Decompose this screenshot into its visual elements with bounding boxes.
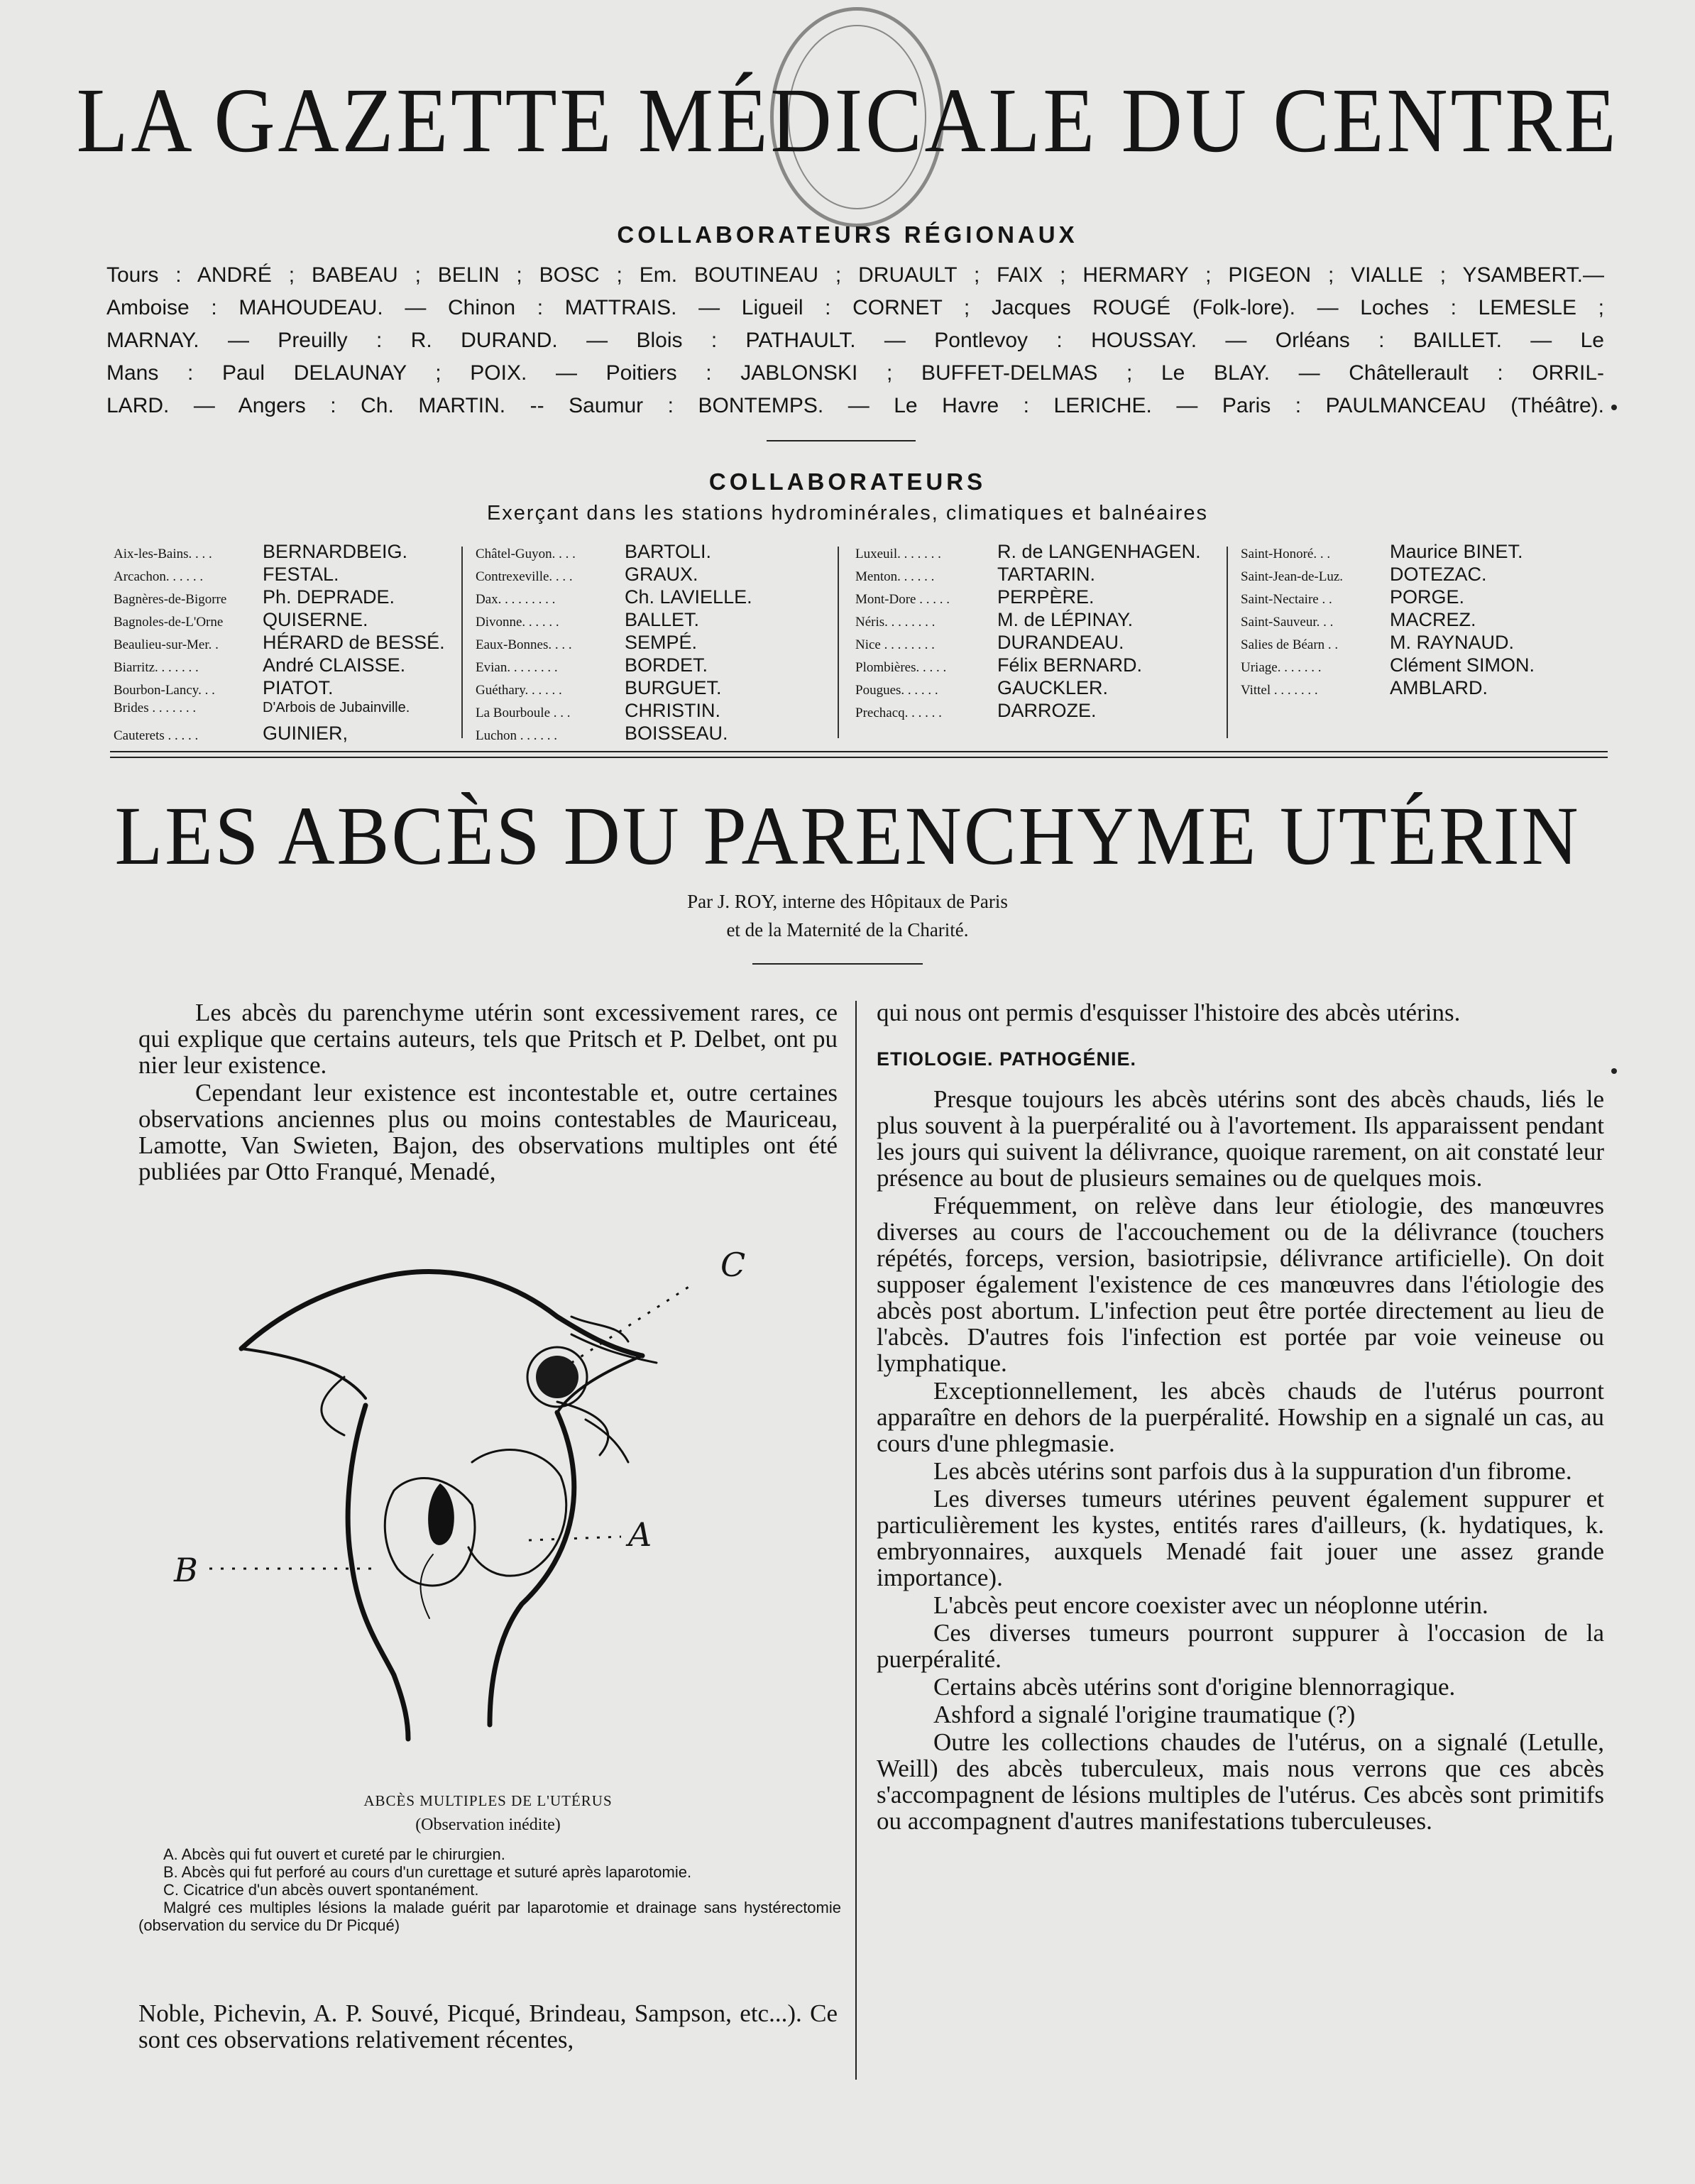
station-row (1241, 564, 1610, 586)
station-town: Châtel-Guyon. . . . (476, 547, 576, 561)
left-column-continuation (138, 2000, 838, 2053)
byline: Par J. ROY, interne des Hôpitaux de Paris (687, 891, 1008, 912)
station-doctor: BORDET. (625, 654, 708, 676)
station-doctor: BOISSEAU. (625, 723, 728, 744)
station-row (1241, 586, 1610, 609)
regional-line: Amboise : MAHOUDEAU. — Chinon : MATTRAIS. — Ligueil : CORNET ; Jacques ROUGÉ (Folk-lore). — Loches : LEMESLE ; (106, 296, 1604, 319)
station-doctor: TARTARIN. (997, 564, 1096, 585)
station-row (855, 564, 1224, 586)
stations-subheading: Exerçant dans les stations hydrominérales, climatiques et balnéaires (486, 502, 1209, 525)
station-doctor: SEMPÉ. (625, 632, 698, 653)
station-row (114, 654, 461, 677)
paragraph: Les abcès du parenchyme utérin sont excessivement rares, ce qui explique que certains auteurs, tels que Pritsch et P. Delbet, ont pu nier leur existence. (138, 999, 838, 1079)
column-separator (838, 547, 839, 738)
station-doctor: M. RAYNAUD. (1390, 632, 1515, 653)
uterus-drawing (174, 1246, 763, 1782)
right-paragraphs (877, 1086, 1604, 1834)
station-town: Saint-Honoré. . . (1241, 547, 1331, 561)
station-town: Luchon . . . . . . (476, 728, 558, 743)
paragraph: Ashford a signalé l'origine traumatique (?) (933, 1701, 1356, 1728)
stations-column (1241, 541, 1610, 700)
station-doctor: Clément SIMON. (1390, 654, 1535, 676)
station-town: Nice . . . . . . . . (855, 637, 935, 652)
divider (767, 440, 916, 441)
station-town: La Bourboule . . . (476, 706, 571, 720)
column-separator (461, 547, 463, 738)
station-row (476, 541, 830, 564)
station-doctor: R. de LANGENHAGEN. (997, 541, 1201, 562)
station-doctor: Maurice BINET. (1390, 541, 1523, 562)
station-row (855, 541, 1224, 564)
station-row (476, 654, 830, 677)
regional-line: MARNAY. — Preuilly : R. DURAND. — Blois : PATHAULT. — Pontlevoy : HOUSSAY. — Orléans : BAILLET. — Le (106, 329, 1604, 352)
section-title: ETIOLOGIE. PATHOGÉNIE. (877, 1048, 1137, 1070)
figure-legend (138, 1845, 841, 1934)
station-doctor: DOTEZAC. (1390, 564, 1487, 585)
regional-heading: COLLABORATEURS RÉGIONAUX (617, 221, 1078, 248)
station-town: Brides . . . . . . . (114, 701, 197, 715)
figure-caption-subtitle: (Observation inédite) (415, 1816, 561, 1834)
paragraph: Noble, Pichevin, A. P. Souvé, Picqué, Brindeau, Sampson, etc...). Ce sont ces observations relativement récentes, (138, 1999, 838, 2053)
paragraph: Exceptionnellement, les abcès chauds de l'utérus pourront apparaître en dehors de la puerpéralité. Howship en a signalé un cas, au cours d'une phlegmasie. (877, 1377, 1604, 1457)
journal-title: LA GAZETTE MÉDICALE DU CENTRE (76, 70, 1619, 172)
station-town: Guéthary. . . . . . (476, 683, 562, 698)
paragraph: Les diverses tumeurs utérines peuvent également suppurer et particulièrement les kystes, entités rares d'ailleurs, (k. hydatiques, k. embryonnaires, auxquels Menadé fait jouer une assez grande importance). (877, 1485, 1604, 1591)
station-doctor: AMBLARD. (1390, 677, 1488, 698)
station-row (476, 677, 830, 700)
paragraph: Les abcès utérins sont parfois dus à la suppuration d'un fibrome. (933, 1457, 1572, 1485)
station-doctor: CHRISTIN. (625, 700, 720, 721)
regional-line: Mans : Paul DELAUNAY ; POIX. — Poitiers : JABLONSKI ; BUFFET-DELMAS ; Le BLAY. — Châtellerault : ORRIL- (106, 361, 1604, 385)
ink-dot (1611, 405, 1617, 410)
paragraph: Cependant leur existence est incontestable et, outre certaines observations anciennes plus ou moins contestables de Mauriceau, Lamotte, Van Swieten, Bajon, des observations multiples ont été publiées par Otto Franqué, Menadé, (138, 1079, 838, 1185)
paragraph: Fréquemment, on relève dans leur étiologie, des manœuvres diverses au cours de l'accouchement ou de la délivrance (touchers répétés, forceps, version, basiotripsie, délivrance artificielle). On doit supposer également l'existence de ces manœuvres dans l'étiologie des abcès post abortum. L'infection peut être portée directement au lieu de l'abcès. D'autres fois l'infection est portée par voie veineuse ou lymphatique. (877, 1192, 1604, 1377)
station-row (1241, 609, 1610, 632)
byline: et de la Maternité de la Charité. (726, 919, 969, 940)
station-doctor: BARTOLI. (625, 541, 712, 562)
station-row (114, 586, 461, 609)
paragraph: L'abcès peut encore coexister avec un néoplonne utérin. (933, 1591, 1488, 1619)
station-town: Mont-Dore . . . . . (855, 592, 950, 607)
station-town: Uriage. . . . . . . (1241, 660, 1322, 675)
station-doctor: BERNARDBEIG. (263, 541, 408, 562)
station-town: Saint-Sauveur. . . (1241, 615, 1334, 630)
left-column-text (138, 999, 838, 1185)
station-doctor: GRAUX. (625, 564, 698, 585)
double-rule (110, 757, 1608, 758)
station-doctor: Ch. LAVIELLE. (625, 586, 752, 608)
station-row (114, 541, 461, 564)
station-doctor: DURANDEAU. (997, 632, 1124, 653)
station-doctor: GAUCKLER. (997, 677, 1109, 698)
regional-line: LARD. — Angers : Ch. MARTIN. -- Saumur : BONTEMPS. — Le Havre : LERICHE. — Paris : PAULMANCEAU (Théâtre). (106, 394, 1604, 417)
station-row (855, 586, 1224, 609)
right-column-text (877, 999, 1604, 1834)
station-doctor: PERPÈRE. (997, 586, 1095, 608)
paragraph: Outre les collections chaudes de l'utérus, on a signalé (Letulle, Weill) des abcès tuberculeux, mais nous verrons que ces abcès s'accompagnent de lésions multiples de l'utérus. Ces abcès sont primitifs ou accompagnent d'autres manifestations tuberculeuses. (877, 1728, 1604, 1835)
station-row (114, 564, 461, 586)
station-row (855, 609, 1224, 632)
station-town: Prechacq. . . . . . (855, 706, 942, 720)
station-row (1241, 677, 1610, 700)
station-town: Menton. . . . . . (855, 569, 935, 584)
station-town: Saint-Nectaire . . (1241, 592, 1332, 607)
divider (752, 963, 923, 965)
station-town: Luxeuil. . . . . . . (855, 547, 941, 561)
station-doctor: GUINIER, (263, 723, 349, 744)
station-row (1241, 632, 1610, 654)
station-row (476, 564, 830, 586)
figure-label-b: B (174, 1551, 198, 1589)
station-town: Biarritz. . . . . . . (114, 660, 199, 675)
stations-column (114, 541, 461, 745)
legend-item: A. Abcès qui fut ouvert et cureté par le chirurgien. (163, 1845, 505, 1863)
station-town: Beaulieu-sur-Mer. . (114, 637, 219, 652)
figure-label-c: C (720, 1246, 746, 1284)
station-row (114, 677, 461, 700)
station-town: Aix-les-Bains. . . . (114, 547, 212, 561)
station-doctor: BURGUET. (625, 677, 722, 698)
station-row (476, 586, 830, 609)
station-row (1241, 541, 1610, 564)
station-row (476, 632, 830, 654)
figure-label-a: A (628, 1515, 652, 1554)
station-doctor: André CLAISSE. (263, 654, 406, 676)
legend-item: C. Cicatrice d'un abcès ouvert spontanément. (163, 1881, 479, 1899)
station-doctor: FESTAL. (263, 564, 339, 585)
station-town: Néris. . . . . . . . (855, 615, 936, 630)
column-rule (855, 1001, 857, 2080)
stations-heading: COLLABORATEURS (708, 468, 987, 495)
station-town: Plombières. . . . . (855, 660, 947, 675)
station-town: Arcachon. . . . . . (114, 569, 204, 584)
station-town: Eaux-Bonnes. . . . (476, 637, 572, 652)
article-title: LES ABCÈS DU PARENCHYME UTÉRIN (114, 789, 1581, 882)
station-doctor: Félix BERNARD. (997, 654, 1143, 676)
station-doctor: HÉRARD de BESSÉ. (263, 632, 445, 653)
station-town: Salies de Béarn . . (1241, 637, 1339, 652)
station-doctor: BALLET. (625, 609, 700, 630)
figure-caption-title: ABCÈS MULTIPLES DE L'UTÉRUS (363, 1792, 613, 1809)
station-row (1241, 654, 1610, 677)
station-row (855, 654, 1224, 677)
station-town: Divonne. . . . . . (476, 615, 559, 630)
station-doctor: QUISERNE. (263, 609, 368, 630)
station-row (855, 677, 1224, 700)
paragraph: Presque toujours les abcès utérins sont des abcès chauds, liés le plus souvent à la puerpéralité ou à l'avortement. Ils apparaissent pendant les jours qui suivent la délivrance, quoique rarement, on ait constaté leur présence au bout de plusieurs semaines ou de quelques mois. (877, 1085, 1604, 1192)
ink-dot (1611, 1068, 1617, 1074)
station-doctor: M. de LÉPINAY. (997, 609, 1134, 630)
station-row (476, 723, 830, 745)
station-doctor: PORGE. (1390, 586, 1465, 608)
paragraph: qui nous ont permis d'esquisser l'histoire des abcès utérins. (877, 999, 1461, 1026)
stations-column (855, 541, 1224, 723)
station-town: Evian. . . . . . . . (476, 660, 558, 675)
station-row (114, 632, 461, 654)
station-town: Contrexeville. . . . (476, 569, 573, 584)
station-town: Saint-Jean-de-Luz. (1241, 569, 1344, 584)
station-town: Bourbon-Lancy. . . (114, 683, 215, 698)
station-town: Bagnoles-de-L'Orne (114, 615, 224, 630)
station-row (114, 723, 461, 745)
column-separator (1227, 547, 1228, 738)
station-doctor: Ph. DEPRADE. (263, 586, 395, 608)
regional-line: Tours : ANDRÉ ; BABEAU ; BELIN ; BOSC ; Em. BOUTINEAU ; DRUAULT ; FAIX ; HERMARY ; PIGEON ; VIALLE ; YSAMBERT.— (106, 263, 1604, 287)
station-row (476, 609, 830, 632)
double-rule (110, 751, 1608, 752)
stations-column (476, 541, 830, 745)
station-town: Vittel . . . . . . . (1241, 683, 1318, 698)
station-town: Bagnères-de-Bigorre (114, 592, 227, 607)
station-doctor: D'Arbois de Jubainville. (263, 700, 410, 715)
paragraph: Certains abcès utérins sont d'origine blennorragique. (933, 1673, 1456, 1701)
legend-item: B. Abcès qui fut perforé au cours d'un curettage et suturé après laparotomie. (163, 1863, 692, 1881)
legend-item: Malgré ces multiples lésions la malade guérit par laparotomie et drainage sans hystérectomie (observation du service du Dr Picqué) (138, 1899, 841, 1934)
paragraph: Ces diverses tumeurs pourront suppurer à l'occasion de la puerpéralité. (877, 1619, 1604, 1673)
station-doctor: MACREZ. (1390, 609, 1476, 630)
station-row (476, 700, 830, 723)
station-row (855, 700, 1224, 723)
station-town: Cauterets . . . . . (114, 728, 199, 743)
station-town: Dax. . . . . . . . . (476, 592, 556, 607)
station-town: Pougues. . . . . . (855, 683, 938, 698)
station-doctor: DARROZE. (997, 700, 1097, 721)
station-row (114, 700, 461, 723)
station-row (114, 609, 461, 632)
station-row (855, 632, 1224, 654)
station-doctor: PIATOT. (263, 677, 334, 698)
regional-collaborators (106, 259, 1604, 422)
